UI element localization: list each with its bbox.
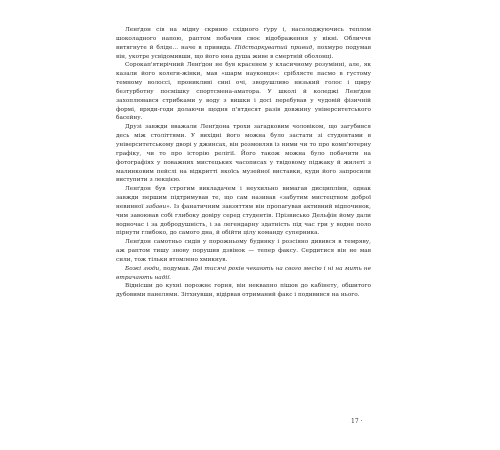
- paragraph-6-italic-start: Божі люди: [125, 265, 160, 272]
- paragraph-1: [116, 26, 371, 61]
- paragraph-6-italic-end: Дві тисячі років чекають на свого месію і ні на мить не втрачають надії.: [116, 265, 371, 281]
- paragraph-3-text: Друзі завжди вважали Ленґдона трохи загадковим чоловіком, що загубився десь між століттями. У вихідні його можна було застати зі студентами в університетському дворі у джинсах, він розмовляв із ними чи то про комп'ютерну графіку, чи то про історію релігії. Його також можна було побачити на фотографіях у поважних мистецьких часописах у твідовому піджаку й жилеті з малинковим пейслі на відкритті якоїсь музейної виставки, куди його запросили виступити з лекцією.: [116, 124, 371, 184]
- paragraph-7-text: Віднісши до кухні порожнє горня, він неквапно пішов до кабінету, обшитого дубовими панелями. Зітхнувши, відірвав отриманий факс і подивився на нього.: [116, 283, 371, 299]
- paragraph-4-part-3: ». Із фанатичним завзяттям він пропагував активний відпочинок, чим завоював собі глибоку довіру серед студентів. Прізвисько Дельфін йому дали водночас і за добродушність, і за легендарну здатність під час гри у водне поло пірнути глибоко, до самого дна, й обійти цілу команду суперника.: [116, 203, 371, 237]
- paragraph-1-italic-phrase: Підстаркуватий привид: [234, 44, 313, 51]
- paragraph-2: [116, 61, 371, 123]
- paragraph-5: [116, 238, 371, 265]
- paragraph-6: [116, 265, 371, 283]
- paragraph-1-part-3: , похмуро подумав він, укотре усвідомивши, що його юна душа живе в смертній оболонці.: [116, 44, 371, 60]
- paragraph-5-text: Ленґдон самотньо сидів у порожньому будинку і розсіяно дивився в темряву, аж раптом тишу знову порушив дзвінок — тепер факсу. Сердитися він не мав сили, тож тільки втомлено хмикнув.: [116, 239, 371, 263]
- book-page: [116, 26, 371, 300]
- paragraph-3: [116, 123, 371, 185]
- page-number: 17 ·: [351, 418, 363, 425]
- paragraph-4-italic-word: забави: [145, 203, 167, 210]
- paragraph-1-part-1: Ленґдон сів на мідну скриню східного ґуру і, насолоджуючись теплом шоколадного напою, раптом побачив своє відображення у вікні. Обличчя витягнуте й бліде… наче в привида.: [116, 27, 371, 51]
- paragraph-4-part-1: Ленґдон був строгим викладачем і неухильно вимагав дисципліни, однак завжди першим підтримував те, що сам називав «забутим мистецтвом доброї невинної: [116, 186, 371, 210]
- paragraph-6-middle: , подумав.: [159, 265, 193, 272]
- paragraph-2-text: Сорокап'ятирічний Ленґдон не був красенем у класичному розумінні, але, як казали його колеги-жінки, мав «шарм науковця»: сріблясте пасмо в густому темному волоссі, проникливі сині очі, зворушливо низький голос і щиру безтурботну посмішку спортсмена-аматора. У школі й коледжі Ленґдон захоплювався стрибками у воду з вишки і досі перебував у чудовій фізичній формі, вряди-годи долаючи щодня п'ятдесят разів довжину університетського басейну.: [116, 62, 371, 122]
- paragraph-4: [116, 185, 371, 238]
- paragraph-7: [116, 282, 371, 300]
